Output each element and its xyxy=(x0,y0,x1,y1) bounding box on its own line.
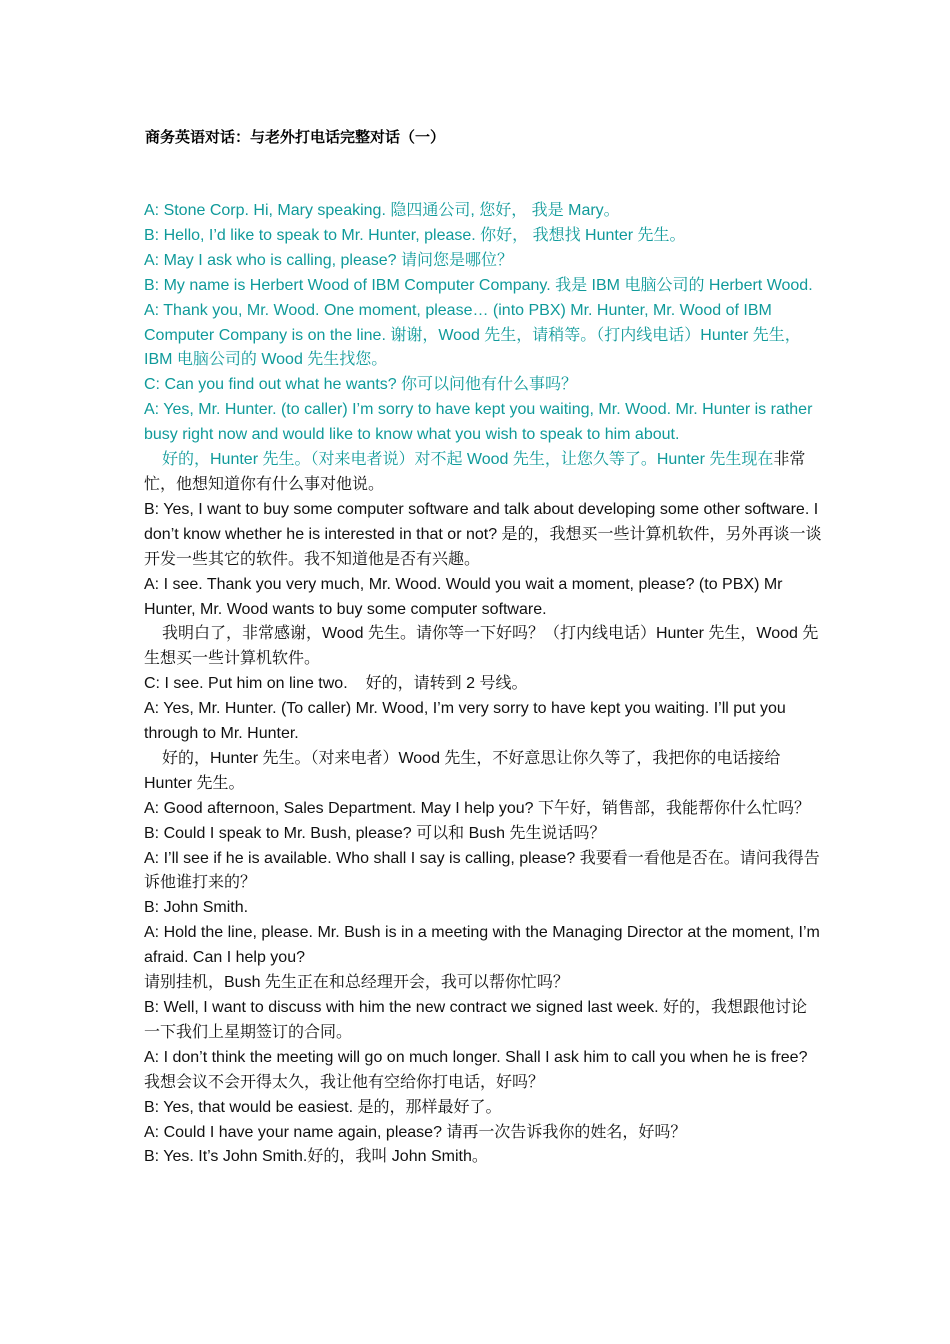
dialogue-line: B: Well, I want to discuss with him the new contract we signed last week. 好的，我想跟他讨论一下我们上星期签订的合同。 xyxy=(144,999,808,1041)
dialogue-line: B: John Smith. xyxy=(144,899,249,917)
dialogue-line: A: Good afternoon, Sales Department. May I help you? 下午好，销售部，我能帮你什么忙吗？ xyxy=(144,799,811,817)
dialogue-line: A: Could I have your name again, please? 请再一次告诉我你的姓名，好吗？ xyxy=(144,1123,687,1141)
dialogue-line: B: Hello, I’d like to speak to Mr. Hunter, please. 你好， 我想找 Hunter 先生。 xyxy=(144,226,686,244)
dialogue-line: A: I’ll see if he is available. Who shall I say is calling, please? 我要看一看他是否在。请问我得告诉他谁打来的？ xyxy=(144,849,820,892)
dialogue-line: B: Yes, that would be easiest. 是的，那样最好了。 xyxy=(144,1098,502,1116)
dialogue-line: A: Hold the line, please. Mr. Bush is in a meeting with the Managing Director at the moment, I’m afraid. Can I help you? xyxy=(144,924,820,967)
dialogue-line: A: Yes, Mr. Hunter. (to caller) I’m sorry to have kept you waiting, Mr. Wood. Mr. Hunter is rather busy right now and would like to know what you wish to speak to him about. xyxy=(144,401,813,444)
dialogue-line: A: I see. Thank you very much, Mr. Wood. Would you wait a moment, please? (to PBX) Mr Hunter, Mr. Wood wants to buy some computer software. xyxy=(144,575,783,618)
dialogue-translation: 我明白了，非常感谢，Wood 先生。请你等一下好吗？（打内线电话）Hunter 先生，Wood 先生想买一些计算机软件。 xyxy=(144,625,819,668)
dialogue-line: A: I don’t think the meeting will go on much longer. Shall I ask him to call you when he is free? 我想会议不会开得太久，我让他有空给你打电话，好吗？ xyxy=(144,1048,808,1091)
dialogue-line: A: Yes, Mr. Hunter. (To caller) Mr. Wood, I’m very sorry to have kept you waiting. I’ll put you through to Mr. Hunter. xyxy=(144,700,786,743)
dialogue-line: C: I see. Put him on line two. 好的，请转到 2 号线。 xyxy=(144,675,528,693)
document-title: 商务英语对话：与老外打电话完整对话（一） xyxy=(145,128,446,146)
dialogue-translation: 好的，Hunter 先生。（对来电者）Wood 先生，不好意思让你久等了，我把你的电话接给 Hunter 先生。 xyxy=(144,749,781,792)
dialogue-line: B: Yes. It’s John Smith.好的，我叫 John Smith。 xyxy=(144,1148,488,1166)
dialogue-translation: 好的，Hunter 先生。（对来电者说）对不起 Wood 先生，让您久等了。Hunter 先生现在非常忙，他想知道你有什么事对他说。 xyxy=(144,451,806,493)
dialogue-translation: 请别挂机，Bush 先生正在和总经理开会，我可以帮你忙吗？ xyxy=(144,974,569,992)
dialogue-line: B: Could I speak to Mr. Bush, please? 可以和 Bush 先生说话吗？ xyxy=(144,824,606,842)
dialogue-line: A: Stone Corp. Hi, Mary speaking. 隐四通公司, 您好， 我是 Mary。 xyxy=(144,202,620,219)
dialogue-line: B: My name is Herbert Wood of IBM Computer Company. 我是 IBM 电脑公司的 Herbert Wood. xyxy=(144,276,813,294)
dialogue-line: A: May I ask who is calling, please? 请问您是哪位？ xyxy=(144,251,514,269)
dialogue-line: C: Can you find out what he wants? 你可以问他有什么事吗？ xyxy=(144,376,578,394)
dialogue-line: A: Thank you, Mr. Wood. One moment, please… (into PBX) Mr. Hunter, Mr. Wood of IBM Computer Company is on the line. 谢谢，Wood 先生，请稍等。（打内线电话）Hunter 先生，IBM 电脑公司的 Wood 先生找您。 xyxy=(144,301,801,369)
dialogue-line: B: Yes, I want to buy some computer software and talk about developing some other software. I don’t know whether he is interested in that or not? 是的，我想买一些计算机软件，另外再谈一谈开发一些其它的软件。我不知道他是否有兴趣。 xyxy=(144,500,822,568)
dialogue-body xyxy=(144,199,822,1170)
